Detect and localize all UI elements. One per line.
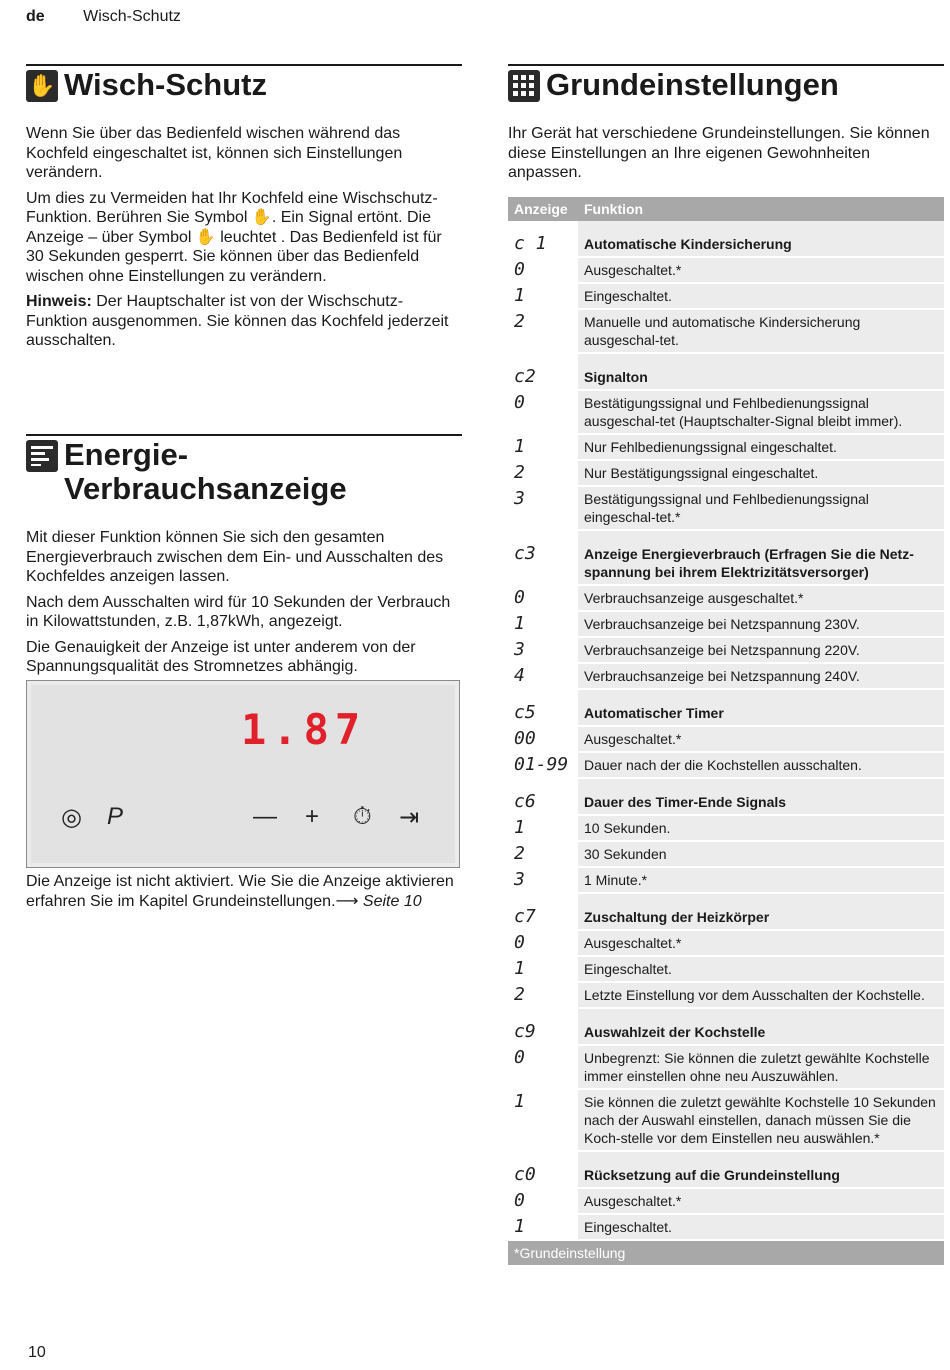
- left-column: [26, 64, 462, 910]
- setting-function: Signalton: [578, 353, 944, 390]
- setting-code: 1: [508, 1089, 578, 1151]
- setting-code: 1: [508, 956, 578, 982]
- table-row: [508, 486, 944, 530]
- setting-function: Unbegrenzt: Sie können die zuletzt gewählte Kochstelle immer einstellen ohne neu Auszuwählen.: [578, 1045, 944, 1089]
- setting-code: 0: [508, 585, 578, 611]
- table-row: [508, 726, 944, 752]
- table-row: [508, 867, 944, 893]
- wisch-p1: Wenn Sie über das Bedienfeld wischen während das Kochfeld eingeschaltet ist, können sich Einstellungen verändern.: [26, 125, 403, 181]
- table-row: [508, 611, 944, 637]
- setting-code: 4: [508, 663, 578, 689]
- setting-code: 01-99: [508, 752, 578, 778]
- grund-title: Grundeinstellungen: [546, 67, 839, 102]
- setting-function: Verbrauchsanzeige bei Netzspannung 240V.: [578, 663, 944, 689]
- wisch-title: Wisch-Schutz: [64, 67, 267, 102]
- setting-code: 2: [508, 309, 578, 353]
- energie-section: [26, 434, 462, 683]
- setting-function: Rücksetzung auf die Grundeinstellung: [578, 1151, 944, 1188]
- setting-function: Dauer des Timer-Ende Signals: [578, 778, 944, 815]
- setting-group-row: [508, 221, 944, 257]
- table-footnote: *Grundeinstellung: [508, 1240, 944, 1266]
- setting-group-row: [508, 689, 944, 726]
- wisch-heading: [26, 64, 462, 102]
- table-row: [508, 956, 944, 982]
- setting-code: 2: [508, 982, 578, 1008]
- language-code: de: [26, 8, 45, 25]
- setting-code: c 1: [508, 221, 578, 257]
- setting-function: Automatischer Timer: [578, 689, 944, 726]
- grund-heading: [508, 64, 944, 102]
- control-panel-illustration: [26, 680, 460, 868]
- caption-text: Die Anzeige ist nicht aktiviert. Wie Sie die Anzeige aktivieren erfahren Sie im Kapitel Grundeinstellungen.: [26, 873, 454, 910]
- grund-body: [508, 124, 944, 183]
- setting-code: c7: [508, 893, 578, 930]
- setting-function: Bestätigungssignal und Fehlbedienungssignal eingeschal-tet.*: [578, 486, 944, 530]
- setting-function: Manuelle und automatische Kindersicherung ausgeschal-tet.: [578, 309, 944, 353]
- hand-icon: ✋: [26, 70, 58, 102]
- setting-code: c9: [508, 1008, 578, 1045]
- table-row: [508, 930, 944, 956]
- table-row: [508, 1188, 944, 1214]
- table-row: [508, 390, 944, 434]
- setting-function: 30 Sekunden: [578, 841, 944, 867]
- setting-function: 10 Sekunden.: [578, 815, 944, 841]
- setting-function: Eingeschaltet.: [578, 956, 944, 982]
- hint-label: Hinweis:: [26, 293, 92, 310]
- setting-code: 2: [508, 460, 578, 486]
- timer-icon: ⏱: [353, 803, 372, 830]
- power-icon: ◎: [61, 804, 82, 831]
- caption-link[interactable]: ⟶ Seite 10: [335, 892, 422, 910]
- table-row: [508, 982, 944, 1008]
- panel-p-symbol: P: [107, 803, 124, 830]
- keypad-icon: [508, 70, 540, 102]
- table-row: [508, 815, 944, 841]
- table-row: [508, 283, 944, 309]
- energy-display-value: 1.87: [241, 705, 367, 754]
- table-row: [508, 585, 944, 611]
- setting-code: 1: [508, 611, 578, 637]
- wisch-body: [26, 124, 462, 351]
- setting-function: Zuschaltung der Heizkörper: [578, 893, 944, 930]
- setting-code: c6: [508, 778, 578, 815]
- table-row: [508, 752, 944, 778]
- setting-code: 0: [508, 257, 578, 283]
- settings-table: [508, 197, 944, 1267]
- setting-code: 1: [508, 434, 578, 460]
- setting-code: c0: [508, 1151, 578, 1188]
- table-row: [508, 1089, 944, 1151]
- table-row: [508, 460, 944, 486]
- table-row: [508, 663, 944, 689]
- energie-p1: Mit dieser Funktion können Sie sich den gesamten Energieverbrauch zwischen dem Ein- und Ausschalten des Kochfeldes anzeigen lassen.: [26, 529, 444, 585]
- energie-body: [26, 528, 462, 677]
- setting-function: Automatische Kindersicherung: [578, 221, 944, 257]
- panel-caption: [26, 872, 462, 917]
- plus-icon: +: [305, 803, 320, 830]
- table-row: [508, 841, 944, 867]
- energie-title: Energie- Verbrauchsanzeige: [64, 437, 347, 506]
- table-row: [508, 434, 944, 460]
- setting-function: Ausgeschaltet.*: [578, 1188, 944, 1214]
- table-row: [508, 1214, 944, 1240]
- setting-function: Nur Bestätigungssignal eingeschaltet.: [578, 460, 944, 486]
- table-footnote-row: [508, 1240, 944, 1266]
- energie-p3: Die Genauigkeit der Anzeige ist unter anderem von der Spannungsqualität des Stromnetzes abhängig.: [26, 638, 416, 675]
- setting-group-row: [508, 1008, 944, 1045]
- setting-function: Verbrauchsanzeige bei Netzspannung 220V.: [578, 637, 944, 663]
- setting-code: 00: [508, 726, 578, 752]
- setting-function: Dauer nach der die Kochstellen ausschalten.: [578, 752, 944, 778]
- setting-function: Letzte Einstellung vor dem Ausschalten der Kochstelle.: [578, 982, 944, 1008]
- setting-code: 1: [508, 815, 578, 841]
- running-header: [26, 8, 181, 26]
- wisch-hint: [26, 292, 462, 351]
- setting-code: 3: [508, 637, 578, 663]
- setting-function: Anzeige Energieverbrauch (Erfragen Sie die Netz-spannung bei ihrem Elektrizitätsversorger): [578, 530, 944, 585]
- page-number: 10: [28, 1344, 46, 1361]
- setting-group-row: [508, 893, 944, 930]
- header-title: Wisch-Schutz: [83, 8, 181, 25]
- next-hob-icon: ⇥: [399, 804, 420, 831]
- setting-code: 1: [508, 283, 578, 309]
- hint-text: Der Hauptschalter ist von der Wischschutz-Funktion ausgenommen. Sie können das Kochfeld jederzeit ausschalten.: [26, 293, 449, 349]
- setting-code: 0: [508, 390, 578, 434]
- setting-code: 0: [508, 1188, 578, 1214]
- setting-function: Eingeschaltet.: [578, 283, 944, 309]
- setting-function: Ausgeschaltet.*: [578, 930, 944, 956]
- setting-code: c2: [508, 353, 578, 390]
- col-header-funktion: Funktion: [578, 197, 944, 221]
- energy-display-icon: [26, 440, 58, 472]
- setting-group-row: [508, 530, 944, 585]
- setting-function: Eingeschaltet.: [578, 1214, 944, 1240]
- wisch-p2: Um dies zu Vermeiden hat Ihr Kochfeld eine Wischschutz-Funktion. Berühren Sie Symbol ✋. Ein Signal ertönt. Die Anzeige – über Symbol ✋ leuchtet . Das Bedienfeld ist für 30 Sekunden gesperrt. Sie können über das Bedienfeld wischen ohne Einstellungen zu verändern.: [26, 189, 442, 285]
- setting-code: 3: [508, 486, 578, 530]
- setting-function: Ausgeschaltet.*: [578, 257, 944, 283]
- table-row: [508, 257, 944, 283]
- setting-code: c5: [508, 689, 578, 726]
- table-row: [508, 637, 944, 663]
- setting-code: 0: [508, 930, 578, 956]
- minus-icon: —: [253, 803, 277, 830]
- setting-code: 2: [508, 841, 578, 867]
- setting-function: Verbrauchsanzeige bei Netzspannung 230V.: [578, 611, 944, 637]
- setting-function: Nur Fehlbedienungssignal eingeschaltet.: [578, 434, 944, 460]
- setting-code: 0: [508, 1045, 578, 1089]
- setting-group-row: [508, 353, 944, 390]
- setting-function: 1 Minute.*: [578, 867, 944, 893]
- setting-group-row: [508, 1151, 944, 1188]
- setting-function: Sie können die zuletzt gewählte Kochstelle 10 Sekunden nach der Auswahl einstellen, danach müssen Sie die Koch-stelle vor dem Einstellen neu auswählen.*: [578, 1089, 944, 1151]
- col-header-anzeige: Anzeige: [508, 197, 578, 221]
- setting-function: Bestätigungssignal und Fehlbedienungssignal ausgeschal-tet (Hauptschalter-Signal bleibt immer).: [578, 390, 944, 434]
- setting-code: c3: [508, 530, 578, 585]
- grund-intro: Ihr Gerät hat verschiedene Grundeinstellungen. Sie können diese Einstellungen an Ihre eigenen Gewohnheiten anpassen.: [508, 125, 930, 181]
- energie-heading: [26, 434, 462, 506]
- setting-code: 3: [508, 867, 578, 893]
- setting-function: Auswahlzeit der Kochstelle: [578, 1008, 944, 1045]
- setting-group-row: [508, 778, 944, 815]
- right-column: [508, 64, 944, 1267]
- setting-function: Ausgeschaltet.*: [578, 726, 944, 752]
- table-row: [508, 1045, 944, 1089]
- table-row: [508, 309, 944, 353]
- energie-p2: Nach dem Ausschalten wird für 10 Sekunden der Verbrauch in Kilowattstunden, z.B. 1,87kWh, angezeigt.: [26, 593, 451, 630]
- setting-code: 1: [508, 1214, 578, 1240]
- setting-function: Verbrauchsanzeige ausgeschaltet.*: [578, 585, 944, 611]
